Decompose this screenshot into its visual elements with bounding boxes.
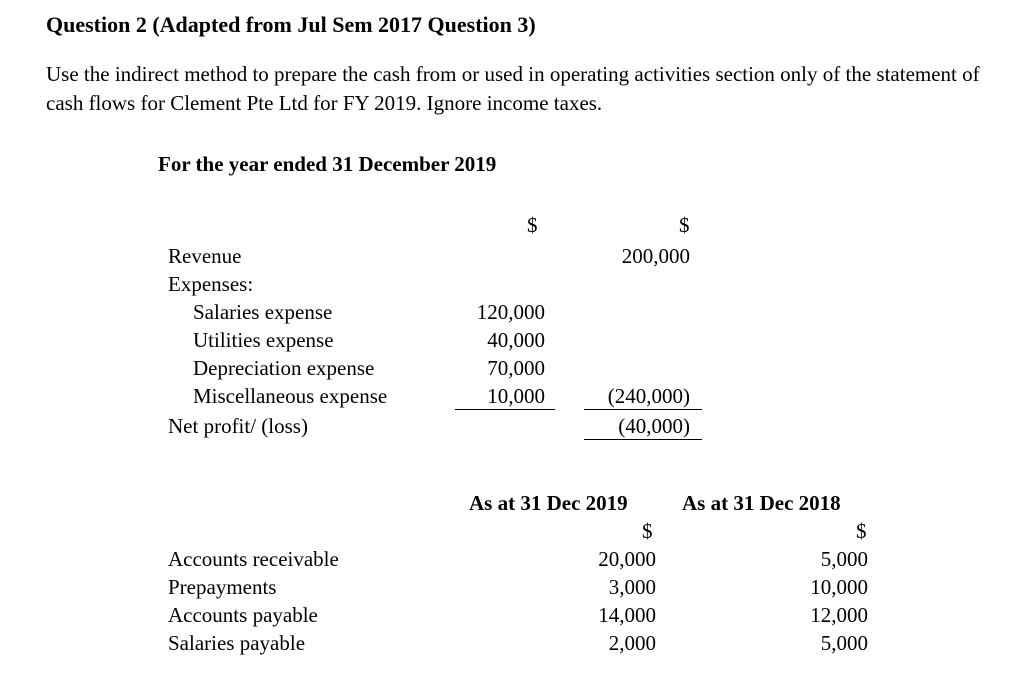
- currency-header-2019: $: [642, 519, 653, 543]
- balance-2018-value: 12,000: [810, 603, 868, 627]
- balance-row-label: Accounts receivable: [168, 547, 339, 571]
- revenue-amount: 200,000: [621, 244, 690, 268]
- total-expenses-rule: [584, 409, 702, 410]
- balance-2018-value: 10,000: [810, 575, 868, 599]
- balance-row-label: Prepayments: [168, 575, 277, 599]
- balance-row-label: Salaries payable: [168, 631, 306, 655]
- expense-label: Miscellaneous expense: [193, 384, 388, 408]
- balance-2018-value: 5,000: [820, 547, 868, 571]
- expense-amount: 70,000: [487, 356, 545, 380]
- balance-2019-value: 3,000: [608, 575, 656, 599]
- balance-2018-value: 5,000: [820, 631, 868, 655]
- balance-2019-value: 20,000: [598, 547, 656, 571]
- total-expenses-amount: (240,000): [607, 384, 690, 408]
- expense-amount: 120,000: [476, 300, 545, 324]
- expense-label: Utilities expense: [193, 328, 334, 352]
- net-profit-label: Net profit/ (loss): [168, 414, 308, 438]
- balance-row-label: Accounts payable: [168, 603, 318, 627]
- col-2019-heading: As at 31 Dec 2019: [469, 491, 628, 515]
- net-profit-amount: (40,000): [618, 414, 690, 438]
- expense-subtotal-rule: [455, 409, 555, 410]
- net-profit-rule: [584, 439, 702, 440]
- expense-label: Salaries expense: [193, 300, 333, 324]
- instruction-text: Use the indirect method to prepare the cash from or used in operating activities section only of the statement of cash flows for Clement Pte Ltd for FY 2019. Ignore income taxes.: [46, 62, 980, 115]
- balance-2019-value: 14,000: [598, 603, 656, 627]
- currency-header-col2: $: [679, 213, 690, 237]
- expense-amount: 10,000: [487, 384, 545, 408]
- col-2018-heading: As at 31 Dec 2018: [682, 491, 841, 515]
- question-title: Question 2 (Adapted from Jul Sem 2017 Question 3): [46, 12, 536, 37]
- expense-amount: 40,000: [487, 328, 545, 352]
- expenses-label: Expenses:: [168, 272, 254, 296]
- currency-header-col1: $: [527, 213, 538, 237]
- period-heading: For the year ended 31 December 2019: [158, 152, 497, 176]
- revenue-label: Revenue: [168, 244, 242, 268]
- currency-header-2018: $: [856, 519, 867, 543]
- balance-2019-value: 2,000: [608, 631, 656, 655]
- expense-label: Depreciation expense: [193, 356, 375, 380]
